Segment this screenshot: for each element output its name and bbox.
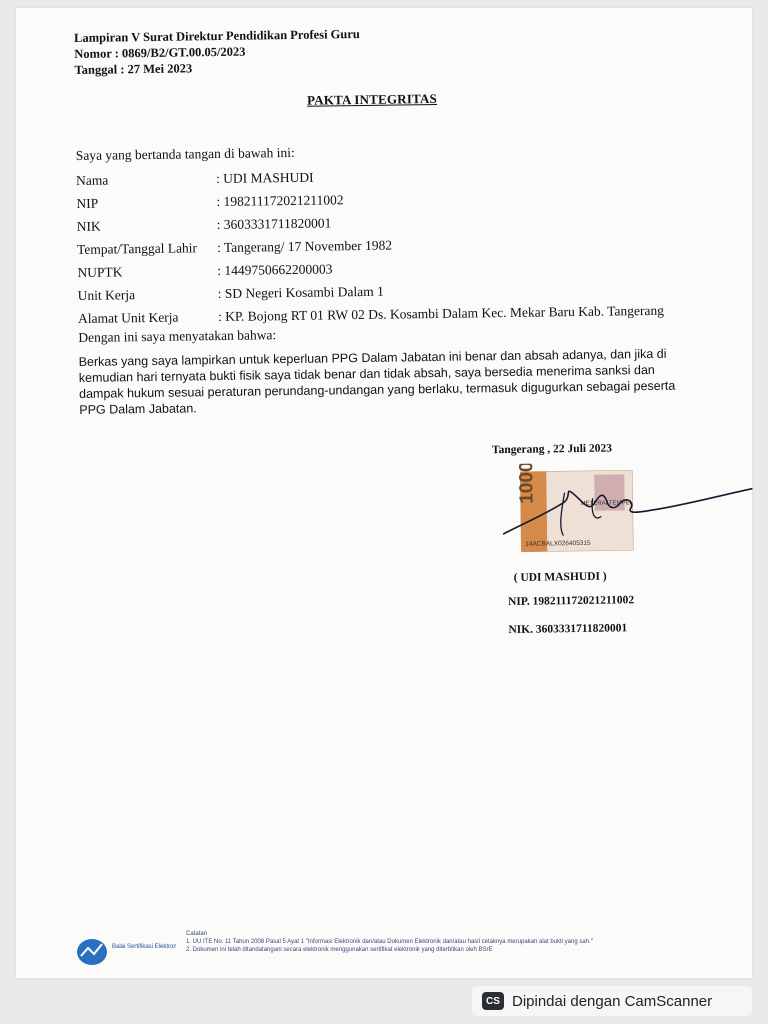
- document-page: [16, 8, 752, 978]
- field-row-nik: [77, 215, 332, 235]
- field-value: : Tangerang/ 17 November 1982: [216, 237, 393, 256]
- field-row-unit: [78, 284, 384, 304]
- field-value: : 1449750662200003: [217, 261, 333, 279]
- field-label: NIP: [76, 195, 99, 211]
- meterai-stamp-graphic: [502, 461, 753, 564]
- field-row-birth: [77, 238, 392, 258]
- field-label: Alamat Unit Kerja: [77, 309, 179, 326]
- footer-note-1: 1. UU ITE No. 11 Tahun 2008 Pasal 5 Ayat 1 "Informasi Elektronik dan/atau Dokumen Elektronik dan/atau hasil cetaknya merupakan alat bukti yang sah.": [186, 939, 593, 945]
- bsre-logo: [76, 934, 176, 968]
- bsre-footer: [76, 930, 746, 970]
- signatory-nip: NIP. 198211172021211002: [507, 594, 635, 608]
- field-label: Tempat/Tanggal Lahir: [76, 240, 198, 257]
- stamp-text: METERAI TEMPEL: [580, 500, 633, 507]
- declaration-paragraph: Berkas yang saya lampirkan untuk keperluan PPG Dalam Jabatan ini benar dan absah adanya, dan jika di kemudian hari ternyata bukti fisik saya tidak benar dan tidak absah, saya bersedia menerima sanksi dan dampak hukum sesuai peraturan perundang-undangan yang berlaku, termasuk digugurkan sebagai peserta PPG Dalam Jabatan.: [78, 346, 676, 417]
- field-value: : 3603331711820001: [216, 215, 332, 233]
- field-value: : SD Negeri Kosambi Dalam 1: [217, 283, 384, 302]
- bsre-logo-text: Balai Sertifikasi Elektronik: [112, 944, 176, 950]
- camscanner-icon: CS: [482, 992, 504, 1010]
- field-row-nama: [76, 170, 314, 189]
- statement-text: Dengan ini saya menyatakan bahwa:: [78, 327, 277, 345]
- field-value: : KP. Bojong RT 01 RW 02 Ds. Kosambi Dalam Kec. Mekar Baru Kab. Tangerang: [217, 302, 665, 325]
- field-row-address: [78, 303, 664, 327]
- signature-block: [491, 441, 752, 636]
- footer-notes: [186, 930, 746, 954]
- footer-catatan: Catatan: [186, 931, 208, 937]
- camscanner-watermark: [472, 986, 752, 1016]
- stamp-value: 10000: [515, 460, 538, 504]
- signatory-nik: NIK. 3603331711820001: [508, 622, 628, 636]
- camscanner-text: Dipindai dengan CamScanner: [512, 992, 713, 1010]
- letter-date: Tanggal : 27 Mei 2023: [74, 61, 193, 77]
- field-value: : 198211172021211002: [216, 192, 344, 210]
- signature-place-date: Tangerang , 22 Juli 2023: [491, 442, 613, 457]
- field-label: Nama: [75, 172, 109, 188]
- letter-number: Nomor : 0869/B2/GT.00.05/2023: [74, 44, 246, 61]
- field-label: NIK: [76, 218, 101, 234]
- intro-text: Saya yang bertanda tangan di bawah ini:: [75, 144, 295, 163]
- field-row-nuptk: [77, 261, 332, 281]
- document-title: PAKTA INTEGRITAS: [306, 90, 438, 108]
- stamp-and-signature: [502, 461, 753, 564]
- footer-note-2: 2. Dokumen ini telah ditandatangani secara elektronik menggunakan sertifikat elektronik yang diterbitkan oleh BSrE: [186, 947, 493, 953]
- document-body: [74, 21, 735, 636]
- field-row-nip: [76, 192, 343, 212]
- field-label: NUPTK: [77, 264, 123, 280]
- field-label: Unit Kerja: [77, 287, 136, 303]
- stamp-code: 14ACBALX026405315: [525, 539, 591, 548]
- attachment-reference: Lampiran V Surat Direktur Pendidikan Profesi Guru: [74, 27, 360, 45]
- field-value: : UDI MASHUDI: [215, 169, 314, 187]
- signatory-name: ( UDI MASHUDI ): [513, 570, 607, 584]
